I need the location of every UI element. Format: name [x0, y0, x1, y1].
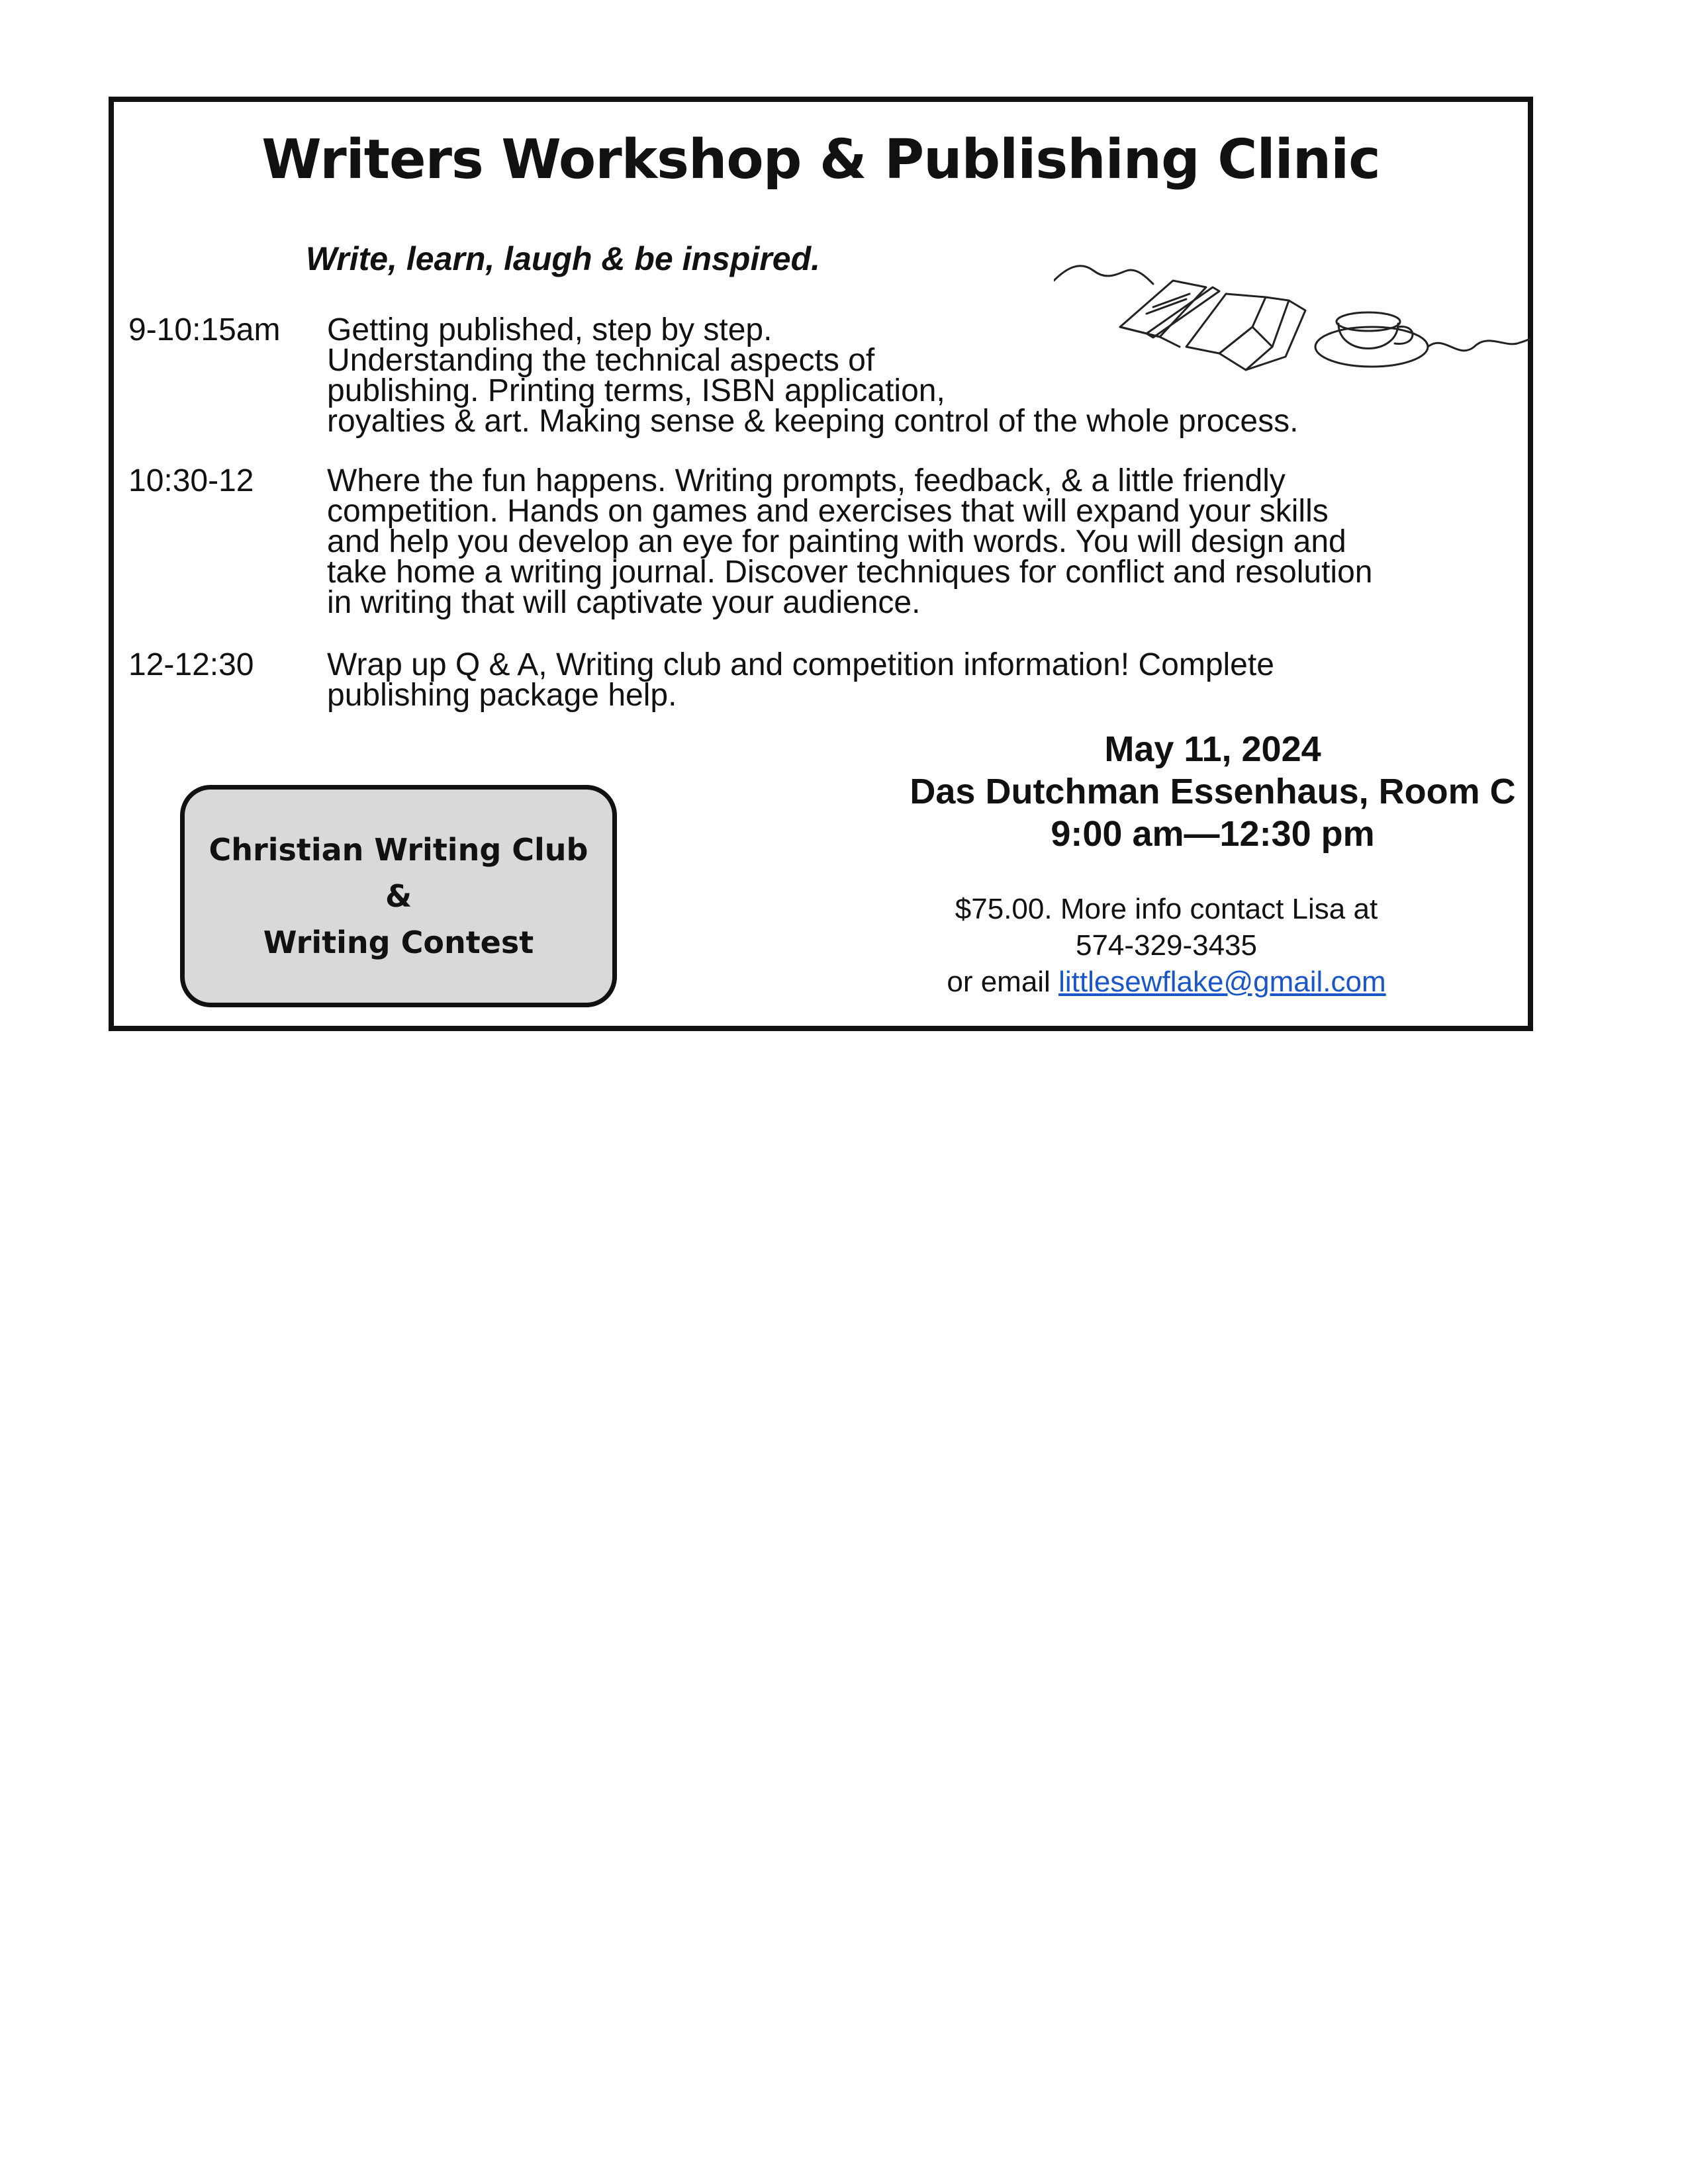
session-description	[327, 312, 1519, 439]
session-description-line: in writing that will captivate your audience.	[327, 585, 921, 620]
session-description-line: and help you develop an eye for painting with words. You will design and	[327, 524, 1346, 559]
session-description-line: take home a writing journal. Discover techniques for conflict and resolution	[327, 555, 1373, 590]
club-box-line: Writing Contest	[263, 925, 534, 960]
club-box-line: &	[385, 878, 412, 914]
session-description-line: Understanding the technical aspects of	[327, 343, 875, 378]
email-prefix: or email	[947, 966, 1059, 998]
event-details	[749, 728, 1676, 855]
session-description-line: publishing package help.	[327, 678, 677, 713]
session-description-line: Wrap up Q & A, Writing club and competition information! Complete	[327, 647, 1274, 682]
session-description	[327, 647, 1519, 713]
email-line	[802, 964, 1530, 1000]
event-location: Das Dutchman Essenhaus, Room C	[910, 772, 1516, 811]
flyer-title: Writers Workshop & Publishing Clinic	[261, 128, 1380, 191]
event-hours: 9:00 am—12:30 pm	[1051, 814, 1375, 854]
session-description	[327, 463, 1519, 620]
email-link[interactable]: littlesewflake@gmail.com	[1058, 966, 1386, 998]
session-description-line: royalties & art. Making sense & keeping control of the whole process.	[327, 404, 1299, 439]
contact-info	[802, 891, 1530, 1000]
session-time: 12-12:30	[128, 647, 254, 682]
session-description-line: Where the fun happens. Writing prompts, feedback, & a little friendly	[327, 463, 1286, 498]
session-description-line: Getting published, step by step.	[327, 312, 773, 347]
event-date: May 11, 2024	[1104, 729, 1321, 769]
club-contest-box	[180, 785, 617, 1007]
flyer-frame	[109, 97, 1533, 1031]
phone-number: 574-329-3435	[1075, 929, 1257, 962]
session-description-line: publishing. Printing terms, ISBN application,	[327, 373, 945, 408]
price-line: $75.00. More info contact Lisa at	[955, 893, 1378, 925]
session-time: 9-10:15am	[128, 312, 281, 347]
flyer-tagline: Write, learn, laugh & be inspired.	[306, 240, 821, 277]
club-box-line: Christian Writing Club	[209, 832, 588, 868]
session-time: 10:30-12	[128, 463, 254, 498]
session-description-line: competition. Hands on games and exercises that will expand your skills	[327, 494, 1329, 529]
